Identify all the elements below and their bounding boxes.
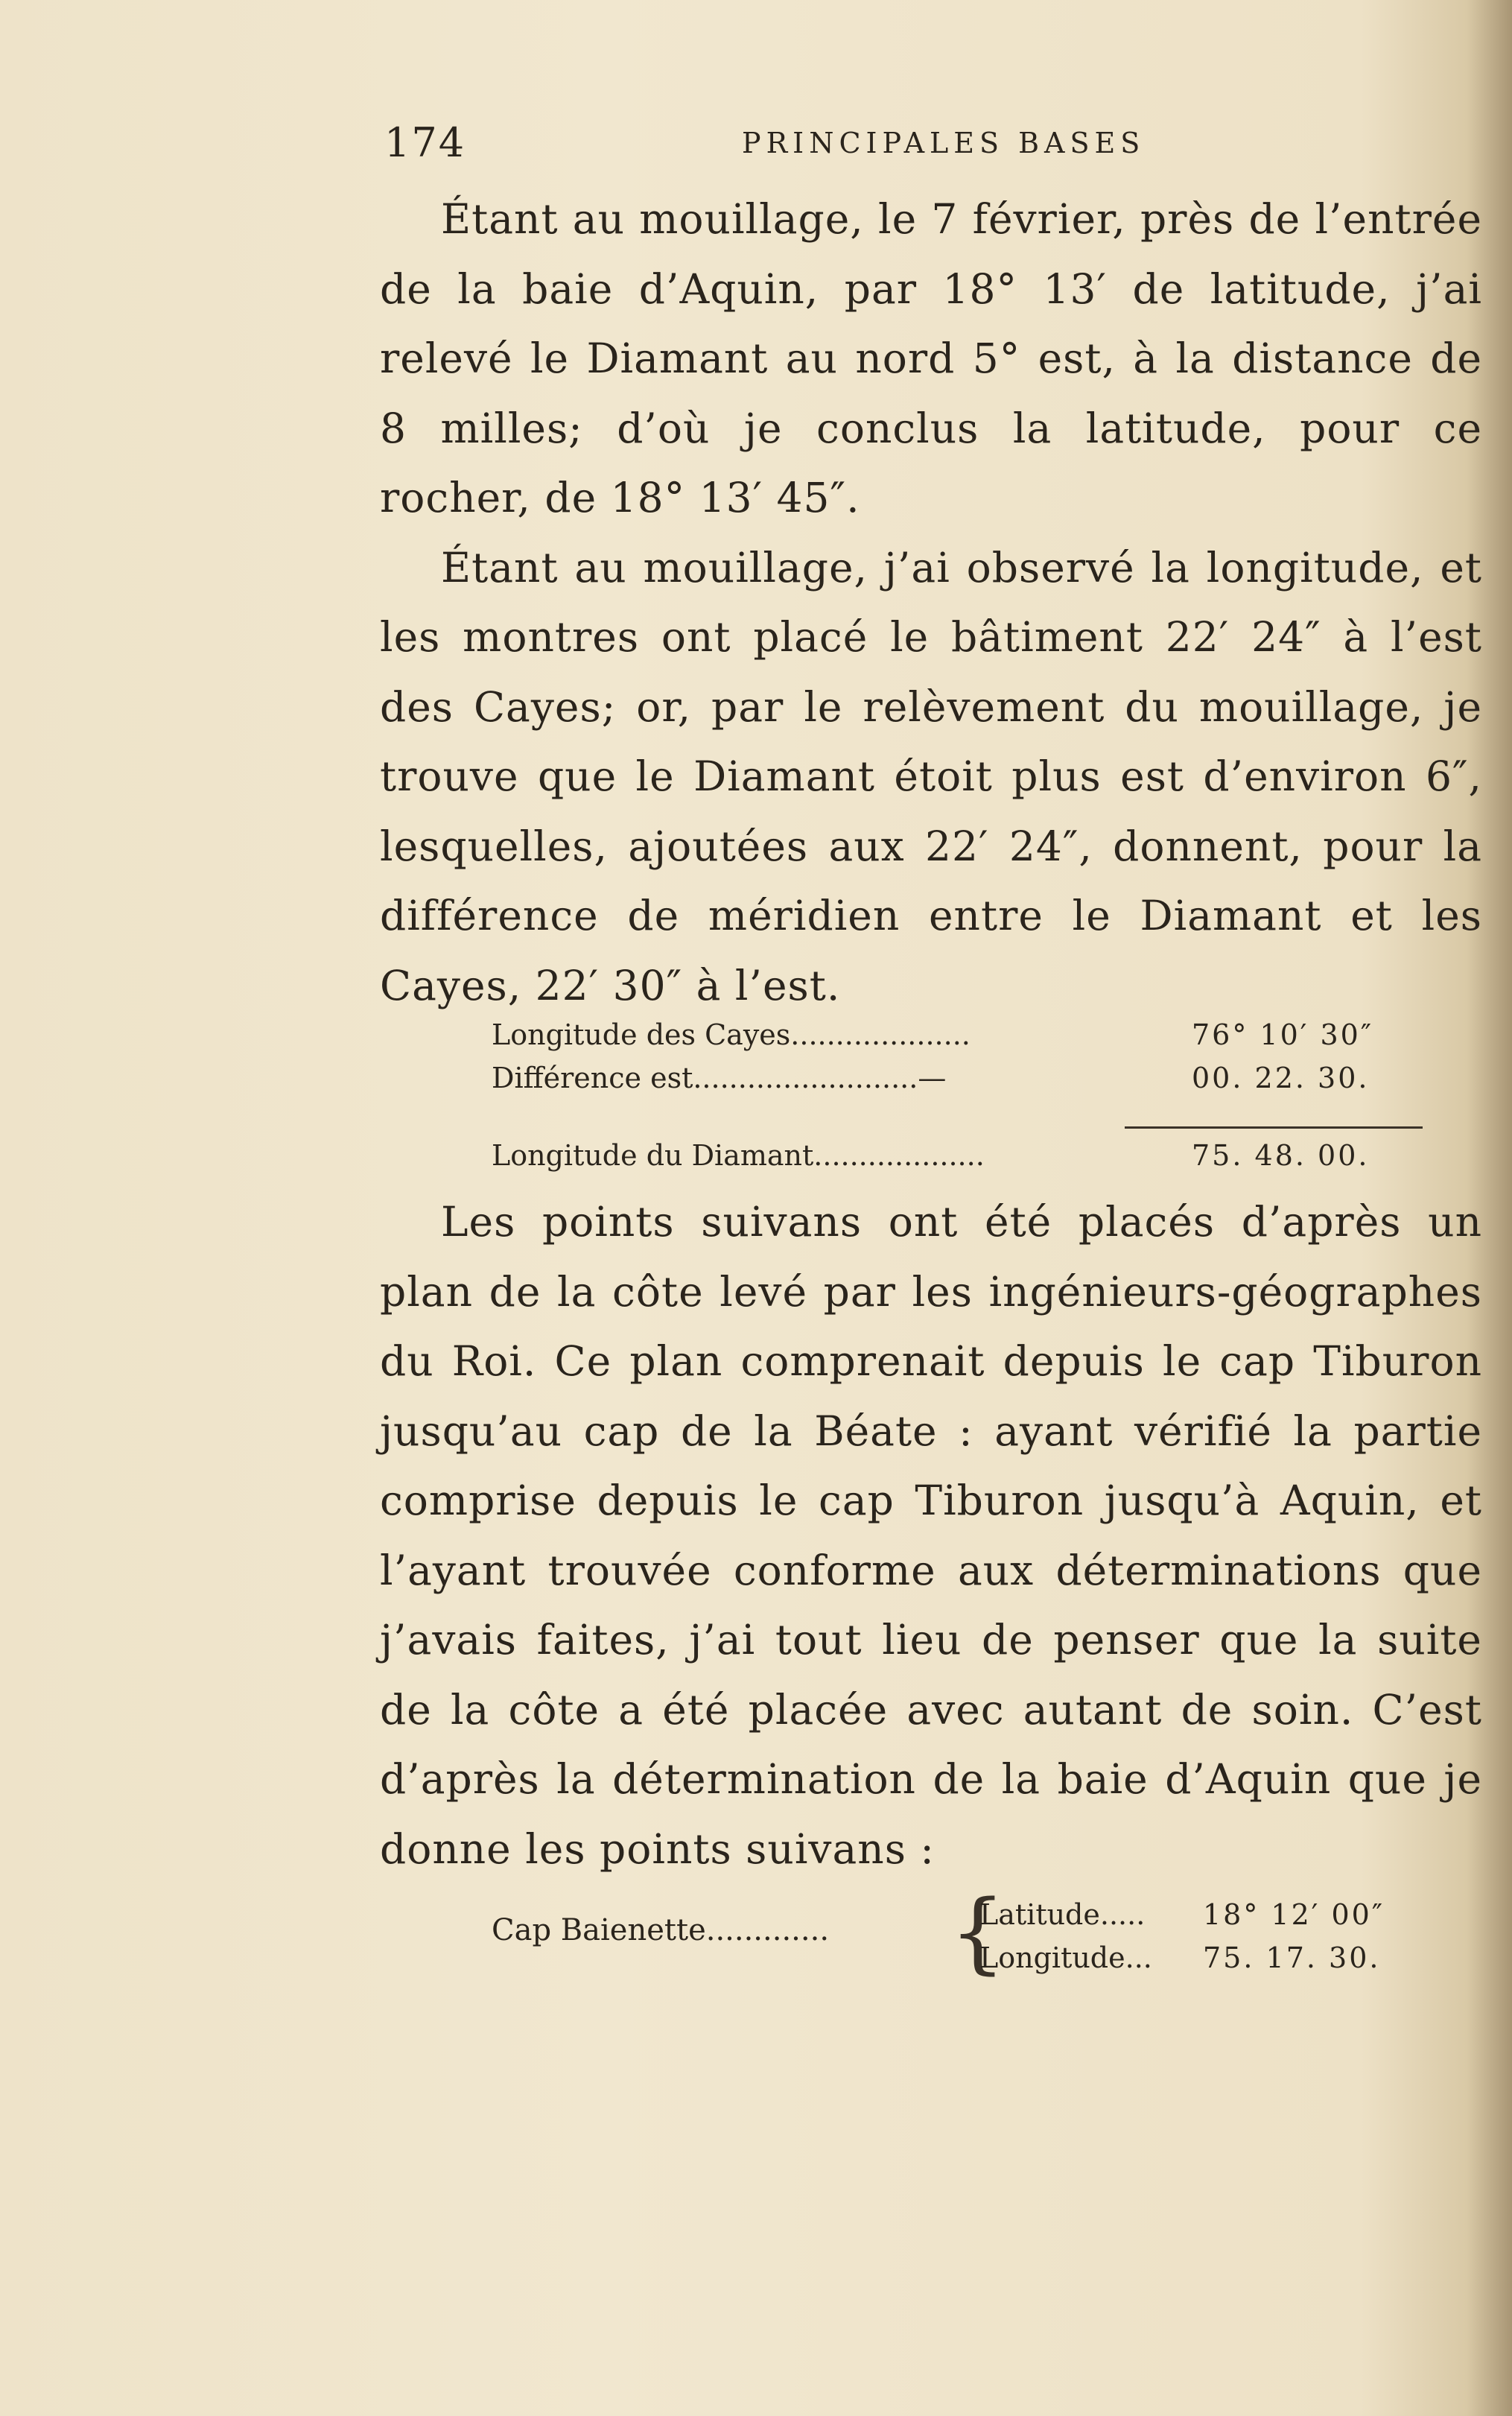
longitude-label: Longitude...: [979, 1941, 1152, 1974]
latitude-line: [979, 1898, 1385, 1931]
longitude-line: [979, 1941, 1381, 1974]
calc-label: Longitude du Diamant...................: [492, 1139, 985, 1172]
page-number: 174: [384, 119, 466, 166]
place-name: Cap Baienette.............: [492, 1913, 830, 1947]
body-text-bottom: [380, 1188, 1482, 1884]
calc-row-cayes: [492, 1013, 1374, 1056]
paragraph-latitude-diamant: Étant au mouillage, le 7 février, près de l’entrée de la baie d’Aquin, par 18° 13′ de latitude, j’ai relevé le Diamant au nord 5° est, à la distance de 8 milles; d’où je conclus la latitude, pour ce rocher, de 18° 13′ 45″.: [380, 195, 1482, 521]
calc-row-result: [492, 1134, 1370, 1177]
longitude-value: 75. 17. 30.: [1203, 1941, 1381, 1974]
longitude-result: [492, 1134, 1370, 1177]
calc-label: Différence est.........................—: [492, 1062, 947, 1094]
body-text-top: [380, 185, 1482, 1021]
running-title: PRINCIPALES BASES: [742, 127, 1146, 159]
latitude-value: 18° 12′ 00″: [1203, 1898, 1385, 1931]
calc-value: 75. 48. 00.: [1192, 1139, 1370, 1172]
calc-label: Longitude des Cayes....................: [492, 1018, 971, 1051]
brace-glyph: {: [950, 1880, 1006, 1983]
sum-rule: [1125, 1126, 1423, 1129]
paragraph-longitude-diamant: Étant au mouillage, j’ai observé la longitude, et les montres ont placé le bâtiment 22′ 24″ à l’est des Cayes; or, par le relèvement du mouillage, je trouve que le Diamant étoit plus est d’environ 6″, lesquelles, ajoutées aux 22′ 24″, donnent, pour la différence de méridien entre le Diamant et les Cayes, 22′ 30″ à l’est.: [380, 543, 1482, 1009]
coordinate-entry: [492, 1880, 1385, 1988]
paragraph-points-suivans: Les points suivans ont été placés d’après un plan de la côte levé par les ingénieurs-géographes du Roi. Ce plan comprenait depuis le cap Tiburon jusqu’au cap de la Béate : ayant vérifié la partie comprise depuis le cap Tiburon jusqu’à Aquin, et l’ayant trouvée conforme aux déterminations que j’avais faites, j’ai tout lieu de penser que la suite de la côte a été placée avec autant de soin. C’est d’après la détermination de la baie d’Aquin que je donne les points suivans :: [380, 1198, 1482, 1873]
page-header: [384, 119, 1502, 171]
calc-row-difference: [492, 1056, 1370, 1100]
calc-value: 00. 22. 30.: [1192, 1062, 1370, 1094]
calc-value: 76° 10′ 30″: [1192, 1018, 1374, 1051]
longitude-calculation: [492, 1013, 1374, 1100]
latitude-label: Latitude.....: [979, 1898, 1146, 1931]
